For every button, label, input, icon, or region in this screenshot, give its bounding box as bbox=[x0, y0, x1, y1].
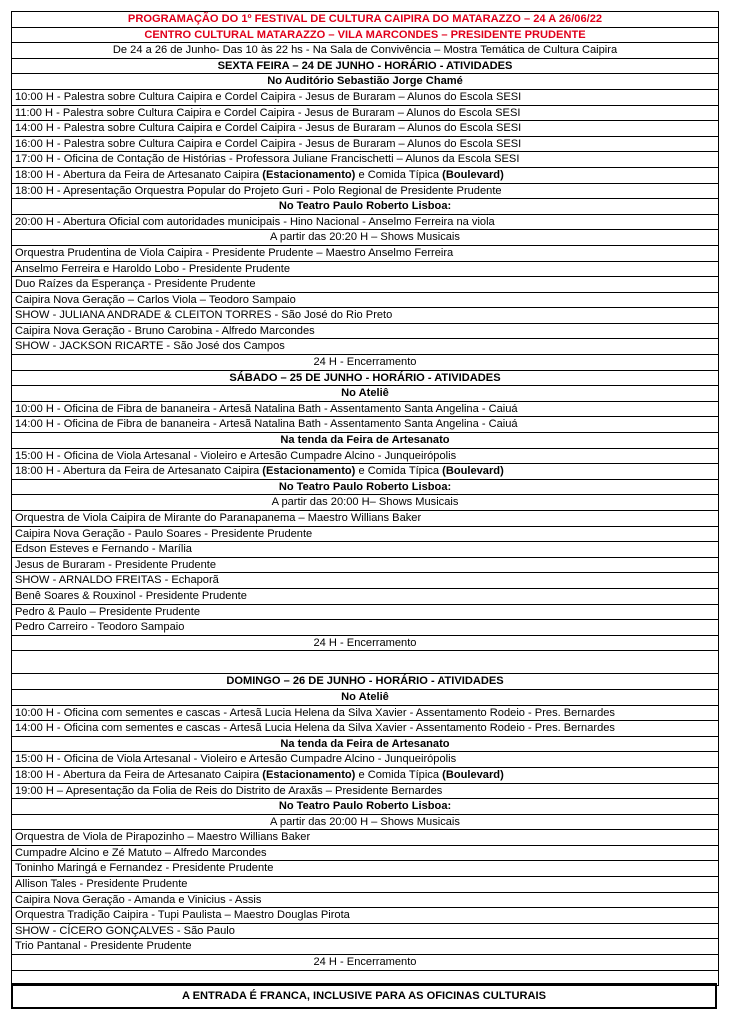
section-heading: No Ateliê bbox=[12, 386, 718, 402]
schedule-item bbox=[12, 542, 718, 558]
section-heading: No Ateliê bbox=[12, 690, 718, 706]
venue-title: CENTRO CULTURAL MATARAZZO – VILA MARCONDES – PRESIDENTE PRUDENTE bbox=[12, 28, 718, 44]
schedule-item bbox=[12, 152, 718, 168]
schedule-subheading: 24 H - Encerramento bbox=[12, 955, 718, 971]
schedule-text: SHOW - JULIANA ANDRADE & CLEITON TORRES - São José do Rio Preto bbox=[15, 309, 393, 322]
schedule-text: e Comida Típica bbox=[355, 168, 443, 181]
schedule-item bbox=[12, 262, 718, 278]
schedule-item bbox=[12, 464, 718, 480]
schedule-subheading: 24 H - Encerramento bbox=[12, 355, 718, 371]
section-heading: No Teatro Paulo Roberto Lisboa: bbox=[12, 480, 718, 496]
schedule-location-bold: (Boulevard) bbox=[442, 768, 504, 781]
schedule-text: 14:00 H - Palestra sobre Cultura Caipira e Cordel Caipira - Jesus de Buraram – Alunos do Escola SESI bbox=[15, 122, 522, 135]
schedule-text: 15:00 H - Oficina de Viola Artesanal - Violeiro e Artesão Cumpadre Alcino - Junqueirópolis bbox=[15, 753, 457, 766]
schedule-text: 15:00 H - Oficina de Viola Artesanal - Violeiro e Artesão Cumpadre Alcino - Junqueirópolis bbox=[15, 449, 457, 462]
schedule-item bbox=[12, 527, 718, 543]
schedule-text: Allison Tales - Presidente Prudente bbox=[15, 878, 188, 891]
schedule-text: Duo Raízes da Esperança - Presidente Prudente bbox=[15, 278, 256, 291]
schedule-text: Benê Soares & Rouxinol - Presidente Prudente bbox=[15, 589, 247, 602]
schedule-subheading: 24 H - Encerramento bbox=[12, 636, 718, 652]
schedule-text: Jesus de Buraram - Presidente Prudente bbox=[15, 558, 217, 571]
schedule-item bbox=[12, 246, 718, 262]
schedule-text: Orquestra de Viola de Pirapozinho – Maestro Willians Baker bbox=[15, 831, 311, 844]
schedule-text: Anselmo Ferreira e Haroldo Lobo - Presidente Prudente bbox=[15, 262, 291, 275]
schedule-table bbox=[11, 11, 719, 986]
schedule-item bbox=[12, 768, 718, 784]
schedule-text: 19:00 H – Apresentação da Folia de Reis do Distrito de Araxãs – Presidente Bernardes bbox=[15, 784, 443, 797]
schedule-text: e Comida Típica bbox=[355, 768, 443, 781]
schedule-text: 14:00 H - Oficina com sementes e cascas - Artesã Lucia Helena da Silva Xavier - Assentamento Rodeio - Pres. Bernardes bbox=[15, 722, 615, 735]
day-heading: SEXTA FEIRA – 24 DE JUNHO - HORÁRIO - ATIVIDADES bbox=[12, 59, 718, 75]
schedule-text: Orquestra de Viola Caipira de Mirante do Paranapanema – Maestro Willians Baker bbox=[15, 512, 422, 524]
section-heading: No Teatro Paulo Roberto Lisboa: bbox=[12, 799, 718, 815]
schedule-item bbox=[12, 168, 718, 184]
schedule-item bbox=[12, 924, 718, 940]
schedule-text: 18:00 H - Apresentação Orquestra Popular do Projeto Guri - Polo Regional de Presidente Prudente bbox=[15, 184, 502, 197]
schedule-item bbox=[12, 861, 718, 877]
schedule-text: 10:00 H - Oficina de Fibra de bananeira - Artesã Natalina Bath - Assentamento Santa Angelina - Caiuá bbox=[15, 402, 518, 415]
schedule-item bbox=[12, 277, 718, 293]
day-heading: DOMINGO – 26 DE JUNHO - HORÁRIO - ATIVIDADES bbox=[12, 674, 718, 690]
schedule-text: 10:00 H - Oficina com sementes e cascas - Artesã Lucia Helena da Silva Xavier - Assentamento Rodeio - Pres. Bernardes bbox=[15, 706, 615, 719]
schedule-item bbox=[12, 784, 718, 800]
festival-title: PROGRAMAÇÃO DO 1º FESTIVAL DE CULTURA CAIPIRA DO MATARAZZO – 24 A 26/06/22 bbox=[12, 12, 718, 28]
schedule-item bbox=[12, 121, 718, 137]
schedule-item bbox=[12, 511, 718, 527]
section-heading: No Auditório Sebastião Jorge Chamé bbox=[12, 74, 718, 90]
schedule-text: Caipira Nova Geração - Amanda e Vinicius - Assis bbox=[15, 893, 262, 906]
section-heading: Na tenda da Feira de Artesanato bbox=[12, 433, 718, 449]
schedule-text: 16:00 H - Palestra sobre Cultura Caipira e Cordel Caipira - Jesus de Buraram – Alunos do Escola SESI bbox=[15, 137, 522, 150]
schedule-text: Orquestra Prudentina de Viola Caipira - Presidente Prudente – Maestro Anselmo Ferreira bbox=[15, 246, 454, 259]
spacer-row bbox=[12, 651, 718, 674]
schedule-text: Orquestra Tradição Caipira - Tupi Paulista – Maestro Douglas Pirota bbox=[15, 909, 350, 922]
schedule-item bbox=[12, 215, 718, 231]
schedule-item bbox=[12, 830, 718, 846]
schedule-item bbox=[12, 184, 718, 200]
schedule-item bbox=[12, 90, 718, 106]
schedule-subheading: A partir das 20:00 H – Shows Musicais bbox=[12, 815, 718, 831]
schedule-item bbox=[12, 846, 718, 862]
schedule-text: Cumpadre Alcino e Zé Matuto – Alfredo Marcondes bbox=[15, 846, 267, 859]
schedule-text: Trio Pantanal - Presidente Prudente bbox=[15, 940, 192, 953]
schedule-text: 18:00 H - Abertura da Feira de Artesanato Caipira bbox=[15, 768, 263, 781]
schedule-item bbox=[12, 573, 718, 589]
schedule-text: Caipira Nova Geração - Bruno Carobina - Alfredo Marcondes bbox=[15, 324, 315, 337]
schedule-item bbox=[12, 417, 718, 433]
schedule-text: Caipira Nova Geração - Paulo Soares - Presidente Prudente bbox=[15, 527, 313, 540]
schedule-text: 14:00 H - Oficina de Fibra de bananeira - Artesã Natalina Bath - Assentamento Santa Angelina - Caiuá bbox=[15, 418, 518, 431]
schedule-item bbox=[12, 893, 718, 909]
schedule-text: Edson Esteves e Fernando - Marília bbox=[15, 543, 192, 556]
section-heading: No Teatro Paulo Roberto Lisboa: bbox=[12, 199, 718, 215]
exhibition-note: De 24 a 26 de Junho- Das 10 às 22 hs - Na Sala de Convivência – Mostra Temática de Cultura Caipira bbox=[12, 43, 718, 59]
schedule-item bbox=[12, 308, 718, 324]
schedule-text: SHOW - CÍCERO GONÇALVES - São Paulo bbox=[15, 924, 235, 937]
schedule-item bbox=[12, 620, 718, 636]
schedule-item bbox=[12, 605, 718, 621]
schedule-text: 10:00 H - Palestra sobre Cultura Caipira e Cordel Caipira - Jesus de Buraram – Alunos do Escola SESI bbox=[15, 90, 522, 103]
schedule-subheading: A partir das 20:00 H– Shows Musicais bbox=[12, 495, 718, 511]
schedule-location-bold: (Estacionamento) bbox=[262, 768, 356, 781]
schedule-text: Pedro Carreiro - Teodoro Sampaio bbox=[15, 621, 185, 634]
schedule-location-bold: (Estacionamento) bbox=[262, 168, 356, 181]
schedule-item bbox=[12, 752, 718, 768]
schedule-text: SHOW - JACKSON RICARTE - São José dos Campos bbox=[15, 340, 285, 353]
schedule-item bbox=[12, 402, 718, 418]
schedule-text: e Comida Típica bbox=[355, 465, 443, 478]
schedule-item bbox=[12, 106, 718, 122]
schedule-text: 11:00 H - Palestra sobre Cultura Caipira e Cordel Caipira - Jesus de Buraram – Alunos do Escola SESI bbox=[15, 106, 521, 119]
schedule-subheading: A partir das 20:20 H – Shows Musicais bbox=[12, 230, 718, 246]
schedule-location-bold: (Estacionamento) bbox=[262, 465, 356, 478]
schedule-item bbox=[12, 589, 718, 605]
schedule-item bbox=[12, 706, 718, 722]
schedule-item bbox=[12, 293, 718, 309]
schedule-location-bold: (Boulevard) bbox=[442, 465, 504, 478]
schedule-item bbox=[12, 449, 718, 465]
schedule-text: Toninho Maringá e Fernandez - Presidente Prudente bbox=[15, 862, 274, 875]
free-entry-banner: A ENTRADA É FRANCA, INCLUSIVE PARA AS OFICINAS CULTURAIS bbox=[11, 983, 717, 1009]
days-container bbox=[12, 59, 718, 986]
schedule-item bbox=[12, 721, 718, 737]
schedule-item bbox=[12, 939, 718, 955]
schedule-item bbox=[12, 339, 718, 355]
schedule-item bbox=[12, 324, 718, 340]
schedule-text: Caipira Nova Geração – Carlos Viola – Teodoro Sampaio bbox=[15, 293, 296, 306]
schedule-item bbox=[12, 908, 718, 924]
schedule-item bbox=[12, 558, 718, 574]
schedule-text: 17:00 H - Oficina de Contação de Histórias - Professora Juliane Francischetti – Alunos da Escola SESI bbox=[15, 153, 520, 166]
schedule-text: 20:00 H - Abertura Oficial com autoridades municipais - Hino Nacional - Anselmo Ferreira na viola bbox=[15, 215, 495, 228]
schedule-text: 18:00 H - Abertura da Feira de Artesanato Caipira bbox=[15, 465, 263, 478]
schedule-text: SHOW - ARNALDO FREITAS - Echaporã bbox=[15, 574, 219, 587]
schedule-item bbox=[12, 877, 718, 893]
schedule-text: 18:00 H - Abertura da Feira de Artesanato Caipira bbox=[15, 168, 263, 181]
schedule-location-bold: (Boulevard) bbox=[442, 168, 504, 181]
section-heading: Na tenda da Feira de Artesanato bbox=[12, 737, 718, 753]
day-heading: SÁBADO – 25 DE JUNHO - HORÁRIO - ATIVIDADES bbox=[12, 371, 718, 387]
schedule-item bbox=[12, 137, 718, 153]
schedule-text: Pedro & Paulo – Presidente Prudente bbox=[15, 605, 201, 618]
